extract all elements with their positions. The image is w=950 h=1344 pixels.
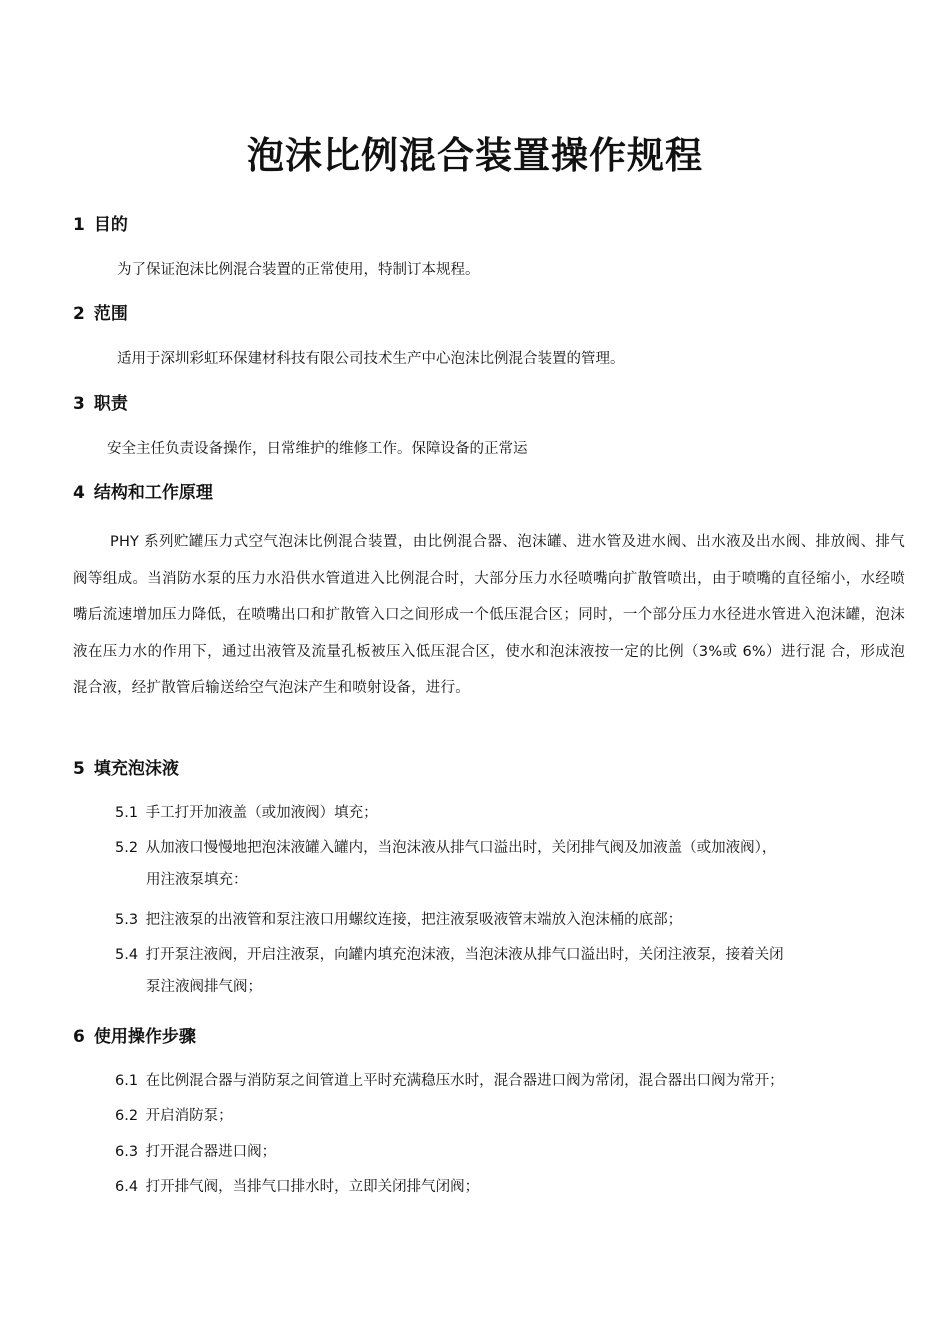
step-text: 打开排气阀，当排气口排水时，立即关闭排气闭阀； xyxy=(145,1179,480,1195)
document-title: 泡沫比例混合装置操作规程 xyxy=(247,134,703,177)
step-text-continued: 泵注液阀排气阀； xyxy=(146,979,262,995)
section-number: 5 xyxy=(73,759,85,779)
step-text: 从加液口慢慢地把泡沫液罐入罐内，当泡沫液从排气口溢出时，关闭排气阀及加液盖（或加液阀）， xyxy=(145,840,777,856)
list-item xyxy=(115,797,905,829)
list-item xyxy=(115,1171,905,1203)
step-text: 在比例混合器与消防泵之间管道上平时充满稳压水时，混合器进口阀为常闭，混合器出口阀为常开； xyxy=(145,1073,784,1089)
section-number: 2 xyxy=(73,304,85,324)
step-text-continued: 用注液泵填充： xyxy=(146,872,248,888)
step-number: 5.3 xyxy=(115,912,139,928)
step-number: 5.4 xyxy=(115,947,139,963)
section-number: 1 xyxy=(73,215,85,235)
section-heading-responsibility xyxy=(73,392,128,416)
step-text: 开启消防泵； xyxy=(145,1108,233,1124)
list-item xyxy=(115,939,905,1003)
section-heading-filling xyxy=(73,757,179,781)
step-text: 打开泵注液阀，开启注液泵，向罐内填充泡沫液，当泡沫液从排气口溢出时，关闭注液泵，接着关闭 xyxy=(145,947,784,963)
section-number: 4 xyxy=(73,483,85,503)
list-item xyxy=(115,1136,905,1168)
list-item xyxy=(115,1100,905,1132)
section-purpose-text: 为了保证泡沫比例混合装置的正常使用，特制订本规程。 xyxy=(117,262,480,278)
section-structure-text: PHY 系列贮罐压力式空气泡沫比例混合装置，由比例混合器、泡沫罐、进水管及进水阀、出水液及出水阀、排放阀、排气阀等组成。当消防水泵的压力水沿供水管道进入比例混合时，大部分压力水径喷嘴向扩散管喷出，由于喷嘴的直径缩小，水经喷嘴后流速增加压力降低，在喷嘴出口和扩散管入口之间形成一个低压混合区；同时，一个部分压力水径进水管进入泡沫罐，泡沫液在压力水的作用下，通过出液管及流量孔板被压入低压混合区，使水和泡沫液按一定的比例（3%或 6%）进行混 合，形成泡混合液，经扩散管后输送给空气泡沫产生和喷射设备，进行。 xyxy=(73,534,905,697)
list-item xyxy=(115,832,905,896)
section-number: 3 xyxy=(73,394,85,414)
section-scope-text: 适用于深圳彩虹环保建材科技有限公司技术生产中心泡沫比例混合装置的管理。 xyxy=(117,351,625,367)
step-number: 5.1 xyxy=(115,805,139,821)
step-number: 6.2 xyxy=(115,1108,139,1124)
section-title: 填充泡沫液 xyxy=(93,759,179,779)
section-responsibility-text: 安全主任负责设备操作，日常维护的维修工作。保障设备的正常运 xyxy=(107,441,528,457)
section-title: 目的 xyxy=(93,215,128,235)
section-title: 范围 xyxy=(93,304,128,324)
section-heading-purpose xyxy=(73,213,128,237)
section-title: 职责 xyxy=(93,394,128,414)
step-number: 5.2 xyxy=(115,840,139,856)
step-text: 把注液泵的出液管和泵注液口用螺纹连接，把注液泵吸液管末端放入泡沫桶的底部； xyxy=(145,912,683,928)
section-title: 结构和工作原理 xyxy=(93,483,213,503)
list-item xyxy=(115,1065,905,1097)
section-number: 6 xyxy=(73,1027,85,1047)
list-item xyxy=(115,904,905,936)
step-number: 6.1 xyxy=(115,1073,139,1089)
step-text: 打开混合器进口阀； xyxy=(145,1144,277,1160)
section-heading-operation xyxy=(73,1025,196,1049)
step-number: 6.4 xyxy=(115,1179,139,1195)
step-number: 6.3 xyxy=(115,1144,139,1160)
section-title: 使用操作步骤 xyxy=(93,1027,196,1047)
section-heading-scope xyxy=(73,302,128,326)
step-text: 手工打开加液盖（或加液阀）填充； xyxy=(145,805,378,821)
section-heading-structure xyxy=(73,481,213,505)
